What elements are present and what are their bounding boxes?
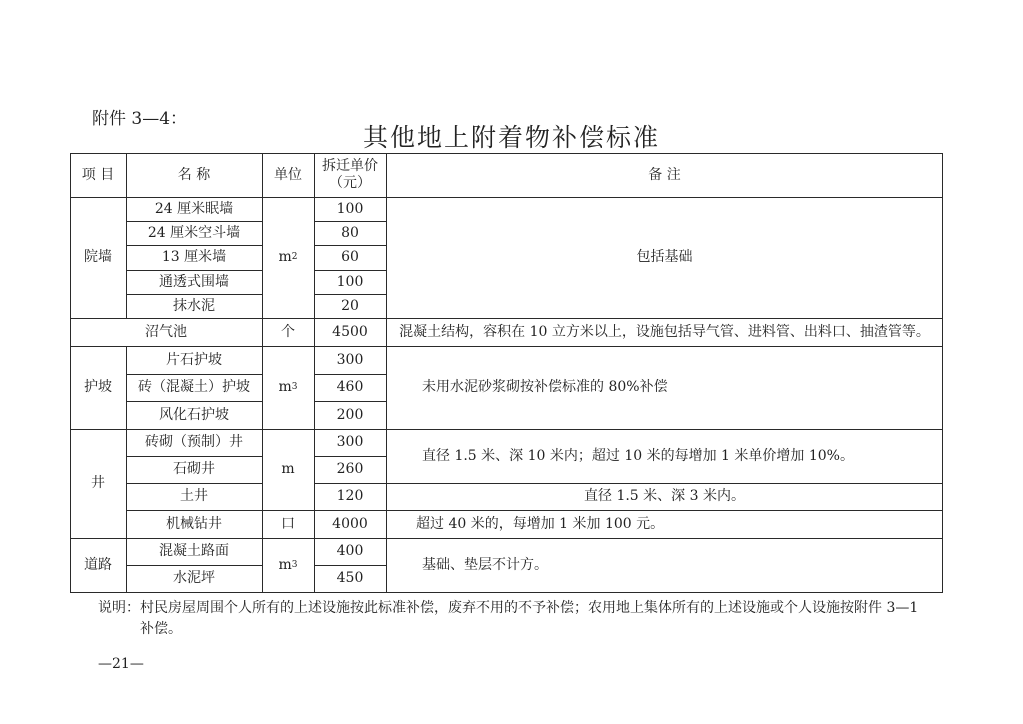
item-price: 460	[336, 379, 364, 395]
item-name: 砖（混凝土）护坡	[138, 379, 250, 395]
item-name: 混凝土路面	[159, 543, 229, 559]
header-unit: 单位	[274, 166, 302, 183]
item-price: 450	[336, 570, 364, 586]
category-daolu: 道路	[84, 556, 112, 573]
footnote	[98, 598, 938, 640]
item-name: 土井	[180, 488, 208, 504]
item-price: 300	[336, 351, 364, 368]
header-price-line2: （元）	[329, 175, 371, 191]
item-name: 抹水泥	[173, 297, 215, 314]
item-name: 水泥坪	[173, 570, 215, 586]
item-price: 300	[336, 434, 364, 450]
unit-kou: 口	[281, 515, 295, 532]
category-jing: 井	[91, 475, 105, 491]
compensation-table	[70, 153, 943, 593]
unit-square-meter: m 2	[278, 249, 298, 265]
item-price: 60	[341, 249, 359, 265]
item-price: 200	[336, 406, 364, 423]
header-name: 名 称	[177, 166, 211, 183]
category-yuanqiang: 院墙	[84, 249, 112, 265]
item-price: 100	[336, 200, 364, 217]
item-price: 120	[336, 488, 364, 504]
item-name: 风化石护坡	[159, 406, 229, 423]
document-title: 其他地上附着物补偿标准	[362, 123, 660, 152]
item-name: 石砌井	[173, 461, 215, 477]
category-hupo: 护坡	[84, 379, 112, 395]
item-name: 24 厘米眠墙	[154, 200, 234, 217]
remark-jing-b: 直径 1.5 米、深 3 米内。	[584, 488, 745, 504]
unit-meter: m	[281, 461, 295, 477]
item-price: 4000	[332, 515, 368, 532]
remark-daolu: 基础、垫层不计方。	[422, 556, 548, 573]
item-name: 通透式围墙	[159, 273, 229, 290]
item-price: 4500	[332, 323, 368, 340]
page-number: —21—	[98, 656, 144, 672]
item-name: 片石护坡	[166, 351, 222, 368]
unit-cubic-meter: m 3	[278, 379, 298, 395]
remark-jing-machine: 超过 40 米的，每增加 1 米加 100 元。	[416, 515, 665, 532]
item-price: 100	[336, 273, 364, 290]
item-price: 80	[341, 224, 359, 241]
remark-jing-a: 直径 1.5 米、深 10 米内；超过 10 米的每增加 1 米单价增加 10%。	[422, 447, 854, 464]
header-item: 项 目	[81, 166, 115, 183]
item-price: 20	[341, 297, 359, 314]
item-name: 13 厘米墙	[161, 249, 227, 265]
unit-cubic-meter: m 3	[278, 556, 298, 573]
item-price: 260	[336, 461, 364, 477]
header-price	[314, 153, 386, 197]
footnote-line1: 说明：村民房屋周围个人所有的上述设施按此标准补偿，废弃不用的不予补偿；农用地上集体所有的上述设施或个人设施按附件 3—1	[98, 600, 919, 616]
remark-hupo: 未用水泥砂浆砌按补偿标准的 80%补偿	[422, 379, 668, 395]
item-name: 机械钻井	[166, 515, 222, 532]
item-name: 砖砌（预制）井	[145, 434, 243, 450]
unit-ge: 个	[281, 323, 295, 340]
item-price: 400	[336, 543, 364, 559]
header-remark: 备 注	[648, 166, 681, 183]
footnote-line2: 补偿。	[140, 621, 182, 637]
attachment-label: 附件 3—4：	[92, 109, 188, 129]
remark-zhaoqichi: 混凝土结构，容积在 10 立方米以上，设施包括导气管、进料管、出料口、抽渣管等。	[399, 323, 930, 340]
item-name-zhaoqichi: 沼气池	[145, 323, 187, 340]
remark-yuanqiang: 包括基础	[636, 249, 693, 265]
header-price-line1: 拆迁单价	[322, 158, 378, 174]
item-name: 24 厘米空斗墙	[147, 224, 241, 241]
